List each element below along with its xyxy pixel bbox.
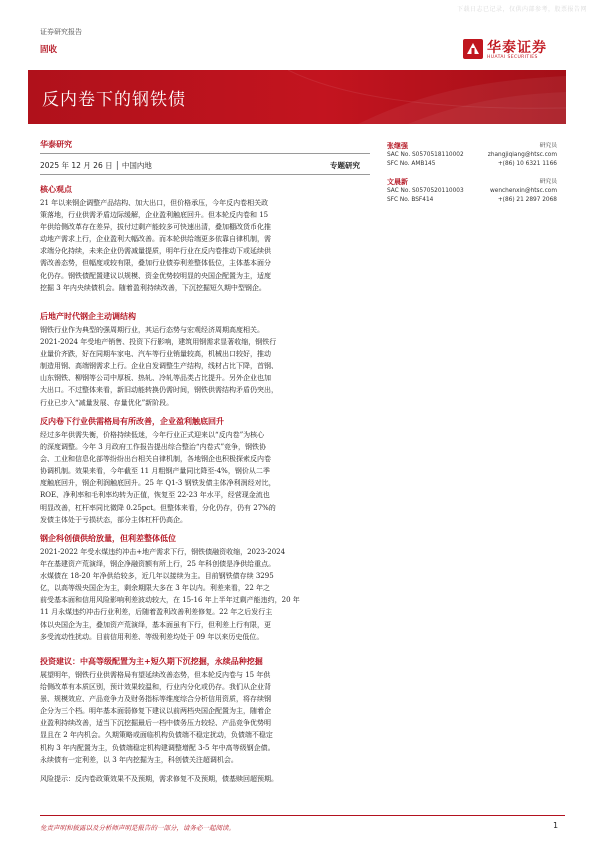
title-banner bbox=[28, 70, 566, 124]
text-line: 展望明年，钢铁行业供需格局有望延续改善态势，但本轮反内卷与 15 年供 bbox=[40, 671, 271, 679]
text-line: 企分为三个档。明年基本面弱修复下建议以前两档央国企配置为主，随着企 bbox=[40, 707, 271, 716]
text-line: 钢铁行业作为典型的强周期行业，其运行态势与宏观经济周期高度相关。 bbox=[40, 326, 264, 334]
text-line: 体以央国企为主，叠加资产荒演绎，基本面虽有下行，但利差上行有限，更 bbox=[40, 620, 271, 629]
text-line: 会、工业和信息化部等纷纷出台相关自律机制，各地钢企也积极探索反内卷 bbox=[40, 455, 271, 464]
analyst-phone: +(86) 21 2897 2068 bbox=[497, 197, 557, 203]
section-title: 反内卷下行业供需格局有所改善，企业盈利触底回升 bbox=[40, 417, 224, 426]
text-line: 发债主体处于亏损状态，部分主体杠杆仍高企。 bbox=[40, 515, 187, 524]
text-line: 2021-2024 年受地产销售、投资下行影响，建筑用钢需求显著收缩，钢铁行 bbox=[40, 338, 277, 347]
text-line: 前受基本面和信用风险影响利差波动较大，在 15-16 年上半年过剩产能违约，20 年 bbox=[40, 596, 300, 605]
footer-divider bbox=[40, 815, 565, 816]
text-line: 永续债有一定利差，以 3 年内挖掘为主，科创债关注超调机会。 bbox=[40, 755, 238, 764]
text-line: 的深度调整。今年 3 月政府工作报告提出综合整治“内卷式”竞争，钢铁协 bbox=[40, 443, 267, 452]
divider bbox=[40, 153, 370, 154]
report-type: 证券研究报告 bbox=[40, 28, 82, 36]
text-line: 经过多年供需失衡，价格持续低迷，今年行业正式迎来以“反内卷”为核心 bbox=[40, 431, 265, 439]
section-body bbox=[40, 197, 370, 294]
institute-name: 华泰研究 bbox=[40, 140, 72, 149]
analyst-name: 张继强 bbox=[387, 142, 408, 150]
analyst-phone: +(86) 10 6321 1166 bbox=[497, 161, 557, 167]
analyst-email[interactable]: zhangjiqiang@htsc.com bbox=[487, 152, 557, 158]
logo-text-cn: 华泰证券 bbox=[487, 40, 547, 56]
analyst-card bbox=[387, 178, 557, 205]
section-body bbox=[40, 429, 370, 526]
section-body bbox=[40, 669, 370, 766]
analyst-sfc: SFC No. AMB145 bbox=[387, 161, 436, 167]
text-line: 制造用钢、高端钢需求上行。企业自发调整生产结构，线材占比下降，首钢、 bbox=[40, 362, 278, 371]
huatai-logo-icon bbox=[463, 39, 483, 59]
text-line: 策落地，行业供需矛盾边际缓解，企业盈利触底回升。但本轮反内卷和 15 bbox=[40, 211, 269, 220]
text-line: 给侧改革有本质区别，预计效果较温和，行业内分化或仍存。我们从企业背 bbox=[40, 683, 271, 692]
text-line: 业盈利持续改善，适当下沉挖掘最后一档中债务压力较轻、产品竞争优势明 bbox=[40, 719, 271, 728]
analyst-role: 研究员 bbox=[539, 179, 557, 185]
text-line: 协调机制。效果来看，今年截至 11 月粗钢产量同比降至-4%，钢价从二季 bbox=[40, 467, 270, 476]
report-category: 固收 bbox=[40, 45, 58, 55]
text-line: 需改善态势，但幅度或较有限，叠加行业债券利差整体低位，主体基本面分 bbox=[40, 259, 271, 268]
company-logo bbox=[463, 37, 559, 65]
text-line: 行业已步入“减量发展、存量优化”新阶段。 bbox=[40, 398, 174, 407]
text-line: 亿，以高等级央国企为主，剩余期限大多在 3 年以内。利差来看，22 年之 bbox=[40, 584, 271, 593]
text-line: 21 年以来钢企调整产品结构、加大出口，但价格承压，今年反内卷相关政 bbox=[40, 199, 269, 207]
analyst-email[interactable]: wenchenxin@htsc.com bbox=[490, 188, 557, 194]
text-line: ROE、净利率和毛利率均转为正值，恢复至 22-23 年水平，经营现金流也 bbox=[40, 491, 270, 500]
section-body bbox=[40, 546, 370, 643]
analyst-sac: SAC No. S0570520110003 bbox=[387, 188, 464, 194]
text-line: 山东钢铁、柳钢等公司中厚板、热轧、冷轧等品类占比提升。另外企业也加 bbox=[40, 374, 271, 383]
date-region: 2025 年 12 月 26 日 │ 中国内地 bbox=[40, 161, 152, 170]
divider bbox=[40, 174, 370, 175]
report-tag: 专题研究 bbox=[330, 161, 360, 170]
logo-text-en: HUATAI SECURITIES bbox=[487, 55, 538, 60]
text-line: 多受流动性扰动。目前信用利差、等级利差均处于 09 年以来历史低位。 bbox=[40, 632, 264, 641]
page-title: 反内卷下的钢铁债 bbox=[42, 90, 186, 110]
text-line: 11 月永煤违约冲击行业利差，后随着盈利改善利差修复。22 年之后发行主 bbox=[40, 608, 273, 617]
analyst-sac: SAC No. S0570518110002 bbox=[387, 152, 464, 158]
disclaimer-note: 免责声明和披露以及分析师声明是报告的一部分，请务必一起阅读。 bbox=[40, 824, 235, 832]
text-line: 明显改善，杠杆率同比微降 0.25pct。但整体来看，分化仍存，仍有 27%的 bbox=[40, 503, 276, 512]
text-line: 水煤债在 18-20 年净供给较多，近几年以接续为主。目前钢铁债存续 3295 bbox=[40, 572, 274, 581]
text-line: 年供给侧改革存在差异，拔付过剩产能较多可快速出清，叠加棚改货币化推 bbox=[40, 223, 271, 232]
text-line: 2021-2022 年受水煤违约冲击+地产需求下行，钢铁债融资收缩，2023-2024 bbox=[40, 548, 286, 556]
text-line: 挖掘 3 年内央续债机会。随着盈利持续改善，下沉挖掘短久期中型钢企。 bbox=[40, 283, 266, 292]
analyst-name: 文晨新 bbox=[387, 178, 408, 186]
section-title: 后地产时代钢企主动调结构 bbox=[40, 312, 136, 321]
text-line: 年在基建资产荒演绎，钢企净融资额有所上行，25 年科创债是净供给重点。 bbox=[40, 560, 276, 569]
risk-warning: 风险提示：反内卷政策效果不及预期，需求修复不及预期，债基赎回超预期。 bbox=[40, 775, 278, 783]
text-line: 机构 3 年内配置为主，负债端稳定机构建调整增配 3-5 年中高等级钢企债。 bbox=[40, 743, 275, 752]
text-line: 化仍存。钢铁债配置建议以规模、资金优势较明显的央国企配置为主，适度 bbox=[40, 271, 271, 280]
section-title: 投资建议：中高等级配置为主+短久期下沉挖掘，永续品种挖掘 bbox=[40, 657, 263, 666]
analyst-card bbox=[387, 142, 557, 169]
text-line: 动地产需求上行，企业盈利大幅改善。而本轮供给端更多依靠自律机制，需 bbox=[40, 235, 271, 244]
analyst-sfc: SFC No. BSF414 bbox=[387, 197, 434, 203]
text-line: 大出口。不过整体来看，新旧动能转换仍需时间，钢铁供需结构矛盾仍突出， bbox=[40, 386, 278, 395]
analyst-role: 研究员 bbox=[539, 143, 557, 149]
text-line: 景、规模效应、产品竞争力及财务指标等维度综合分析信用资质，将存续钢 bbox=[40, 695, 271, 704]
section-body bbox=[40, 324, 370, 409]
text-line: 显且在 2 年内机会。久期策略或面临机构负债端不稳定扰动，负债端不稳定 bbox=[40, 731, 273, 740]
text-line: 业量价齐跌，好在同期车家电、汽车等行业销量较高，机械出口较好，推动 bbox=[40, 350, 271, 359]
section-title: 钢企科创债供给放量，但利差整体低位 bbox=[40, 534, 176, 543]
text-line: 求端分化持续，未来企业仍需减量提质，明年行业在反内卷推动下或延续供 bbox=[40, 247, 271, 256]
section-title: 核心观点 bbox=[40, 185, 72, 194]
page-number: 1 bbox=[553, 821, 559, 830]
watermark: 下载日志已记录，仅供内部参考，股票报告网 bbox=[456, 6, 587, 13]
text-line: 度触底回升，钢企利润触底回升。25 年 Q1-3 钢铁发债主体净利润经对比， bbox=[40, 479, 276, 488]
